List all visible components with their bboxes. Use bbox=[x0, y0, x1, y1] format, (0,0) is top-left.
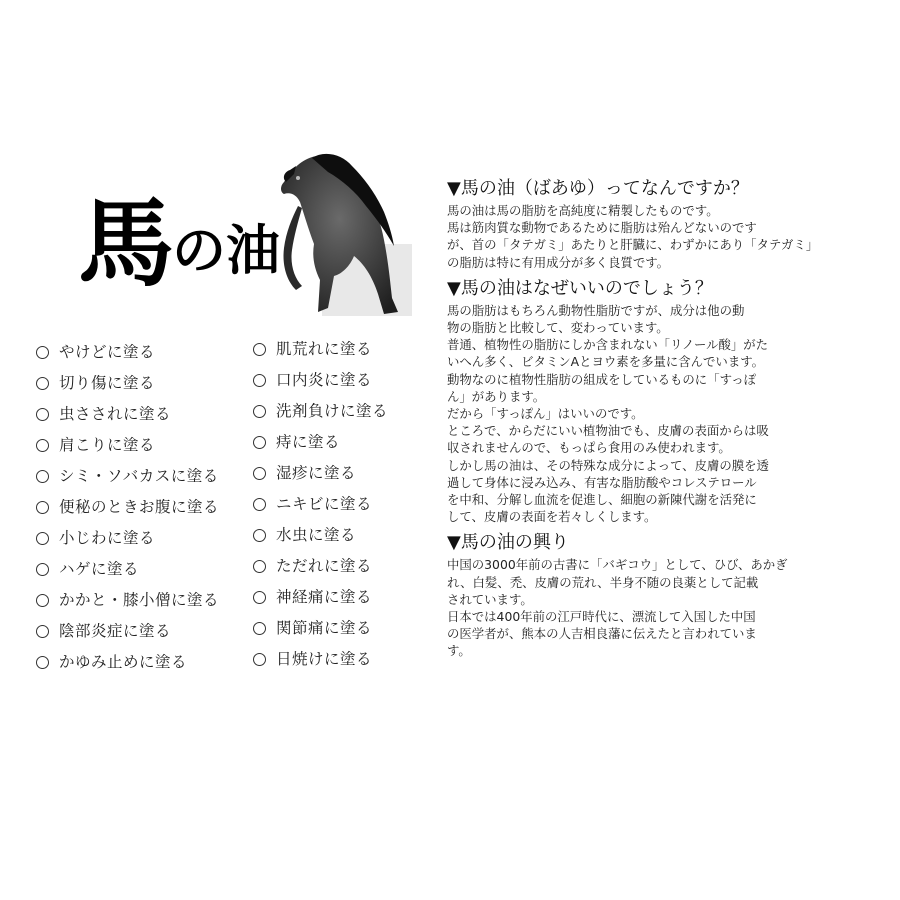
section-line: しかし馬の油は、その特殊な成分によって、皮膚の膜を透 bbox=[447, 457, 769, 473]
section-origin bbox=[447, 530, 827, 659]
circle-bullet-icon bbox=[253, 622, 266, 635]
circle-bullet-icon bbox=[36, 656, 49, 669]
use-item-label: やけどに塗る bbox=[59, 343, 156, 361]
use-item-label: 湿疹に塗る bbox=[276, 464, 357, 482]
section-line: 普通、植物性の脂肪にしか含まれない「リノール酸」がた bbox=[447, 337, 769, 353]
section-line: されています。 bbox=[447, 591, 533, 607]
circle-bullet-icon bbox=[253, 405, 266, 418]
section-heading: ▼馬の油はなぜいいのでしょう？ bbox=[447, 277, 713, 299]
use-item bbox=[253, 458, 388, 489]
use-item-label: 関節痛に塗る bbox=[276, 619, 373, 637]
use-item-label: 小じわに塗る bbox=[59, 529, 156, 547]
circle-bullet-icon bbox=[253, 591, 266, 604]
section-line: して、皮膚の表面を若々しくします。 bbox=[447, 509, 657, 525]
use-item bbox=[253, 365, 388, 396]
use-item-label: 洗剤負けに塗る bbox=[276, 402, 389, 420]
section-line: が、首の「タテガミ」あたりと肝臓に、わずかにあり「タテガミ」 bbox=[447, 237, 819, 253]
use-item-label: 切り傷に塗る bbox=[59, 374, 156, 392]
section-line: 中国の3000年前の古書に「バギコウ」として、ひび、あかぎ bbox=[447, 557, 788, 573]
use-item bbox=[36, 647, 219, 678]
use-item-label: 口内炎に塗る bbox=[276, 371, 373, 389]
section-line: いへん多く、ビタミンAとヨウ素を多量に含んでいます。 bbox=[447, 354, 765, 370]
circle-bullet-icon bbox=[36, 532, 49, 545]
use-item-label: ニキビに塗る bbox=[276, 495, 373, 513]
circle-bullet-icon bbox=[253, 436, 266, 449]
circle-bullet-icon bbox=[253, 374, 266, 387]
circle-bullet-icon bbox=[36, 377, 49, 390]
horse-illustration bbox=[272, 148, 412, 316]
use-item-label: 陰部炎症に塗る bbox=[59, 622, 172, 640]
use-item bbox=[36, 585, 219, 616]
circle-bullet-icon bbox=[36, 470, 49, 483]
section-line: の脂肪は特に有用成分が多く良質です。 bbox=[447, 254, 670, 270]
info-panel bbox=[447, 176, 827, 665]
circle-bullet-icon bbox=[36, 439, 49, 452]
use-item bbox=[36, 430, 219, 461]
use-item-label: かゆみ止めに塗る bbox=[59, 653, 188, 671]
circle-bullet-icon bbox=[36, 563, 49, 576]
use-item bbox=[36, 461, 219, 492]
use-item bbox=[36, 554, 219, 585]
use-item-label: シミ・ソバカスに塗る bbox=[59, 467, 219, 485]
section-line: 物の脂肪と比較して、変わっています。 bbox=[447, 320, 669, 336]
circle-bullet-icon bbox=[36, 346, 49, 359]
circle-bullet-icon bbox=[253, 343, 266, 356]
circle-bullet-icon bbox=[36, 594, 49, 607]
use-item bbox=[253, 520, 388, 551]
use-item bbox=[36, 368, 219, 399]
section-line: 日本では400年前の江戸時代に、漂流して入国した中国 bbox=[447, 609, 756, 625]
section-line: 馬は筋肉質な動物であるために脂肪は殆んどないのです bbox=[447, 220, 757, 236]
circle-bullet-icon bbox=[253, 467, 266, 480]
use-item bbox=[253, 396, 388, 427]
section-line: だから「すっぽん」はいいのです。 bbox=[447, 406, 644, 422]
section-line: ところで、からだにいい植物油でも、皮膚の表面からは吸 bbox=[447, 423, 769, 439]
use-item bbox=[253, 582, 388, 613]
use-item-label: ハゲに塗る bbox=[59, 560, 140, 578]
uses-list-left bbox=[36, 337, 219, 678]
section-line: 馬の油は馬の脂肪を高純度に精製したものです。 bbox=[447, 203, 719, 218]
use-item bbox=[253, 613, 388, 644]
circle-bullet-icon bbox=[253, 498, 266, 511]
use-item-label: ただれに塗る bbox=[276, 557, 373, 575]
use-item-label: 便秘のときお腹に塗る bbox=[59, 498, 220, 516]
section-line: 馬の脂肪はもちろん動物性脂肪ですが、成分は他の動 bbox=[447, 302, 745, 318]
section-what bbox=[447, 176, 827, 271]
use-item-label: かかと・膝小僧に塗る bbox=[59, 591, 220, 609]
use-item bbox=[253, 427, 388, 458]
section-line: れ、白髪、禿、皮膚の荒れ、半身不随の良薬として記載 bbox=[447, 574, 759, 590]
circle-bullet-icon bbox=[253, 529, 266, 542]
section-line: の医学者が、熊本の人吉相良藩に伝えたと言われていま bbox=[447, 626, 757, 642]
use-item bbox=[253, 489, 388, 520]
use-item-label: 虫さされに塗る bbox=[59, 405, 172, 423]
section-line: 収されませんので、もっぱら食用のみ使われます。 bbox=[447, 440, 731, 456]
use-item-label: 神経痛に塗る bbox=[276, 588, 373, 606]
title-sub: の油 bbox=[172, 218, 280, 282]
use-item-label: 水虫に塗る bbox=[276, 526, 357, 544]
use-item-label: 日焼けに塗る bbox=[276, 650, 373, 668]
use-item-label: 肌荒れに塗る bbox=[276, 340, 373, 358]
section-line: 動物なのに植物性脂肪の組成をしているものに「すっぽ bbox=[447, 371, 757, 387]
use-item bbox=[253, 551, 388, 582]
section-why bbox=[447, 276, 827, 526]
section-line: ん」があります。 bbox=[447, 388, 546, 404]
circle-bullet-icon bbox=[253, 653, 266, 666]
uses-list-right bbox=[253, 334, 388, 675]
use-item bbox=[36, 399, 219, 430]
circle-bullet-icon bbox=[253, 560, 266, 573]
section-heading: ▼馬の油の興り bbox=[447, 532, 569, 554]
use-item bbox=[36, 337, 219, 368]
circle-bullet-icon bbox=[36, 501, 49, 514]
use-item bbox=[36, 523, 219, 554]
use-item-label: 痔に塗る bbox=[276, 433, 341, 451]
section-heading: ▼馬の油（ばあゆ）ってなんですか？ bbox=[447, 178, 749, 199]
use-item bbox=[36, 492, 219, 523]
use-item-label: 肩こりに塗る bbox=[59, 436, 156, 454]
page-title bbox=[78, 187, 280, 300]
circle-bullet-icon bbox=[36, 625, 49, 638]
section-line: を中和、分解し血流を促進し、細胞の新陳代謝を活発に bbox=[447, 492, 757, 508]
title-main: 馬 bbox=[78, 187, 172, 300]
section-line: 過して身体に浸み込み、有害な脂肪酸やコレステロール bbox=[447, 474, 757, 490]
use-item bbox=[36, 616, 219, 647]
section-line: す。 bbox=[447, 643, 471, 659]
circle-bullet-icon bbox=[36, 408, 49, 421]
use-item bbox=[253, 334, 388, 365]
use-item bbox=[253, 644, 388, 675]
